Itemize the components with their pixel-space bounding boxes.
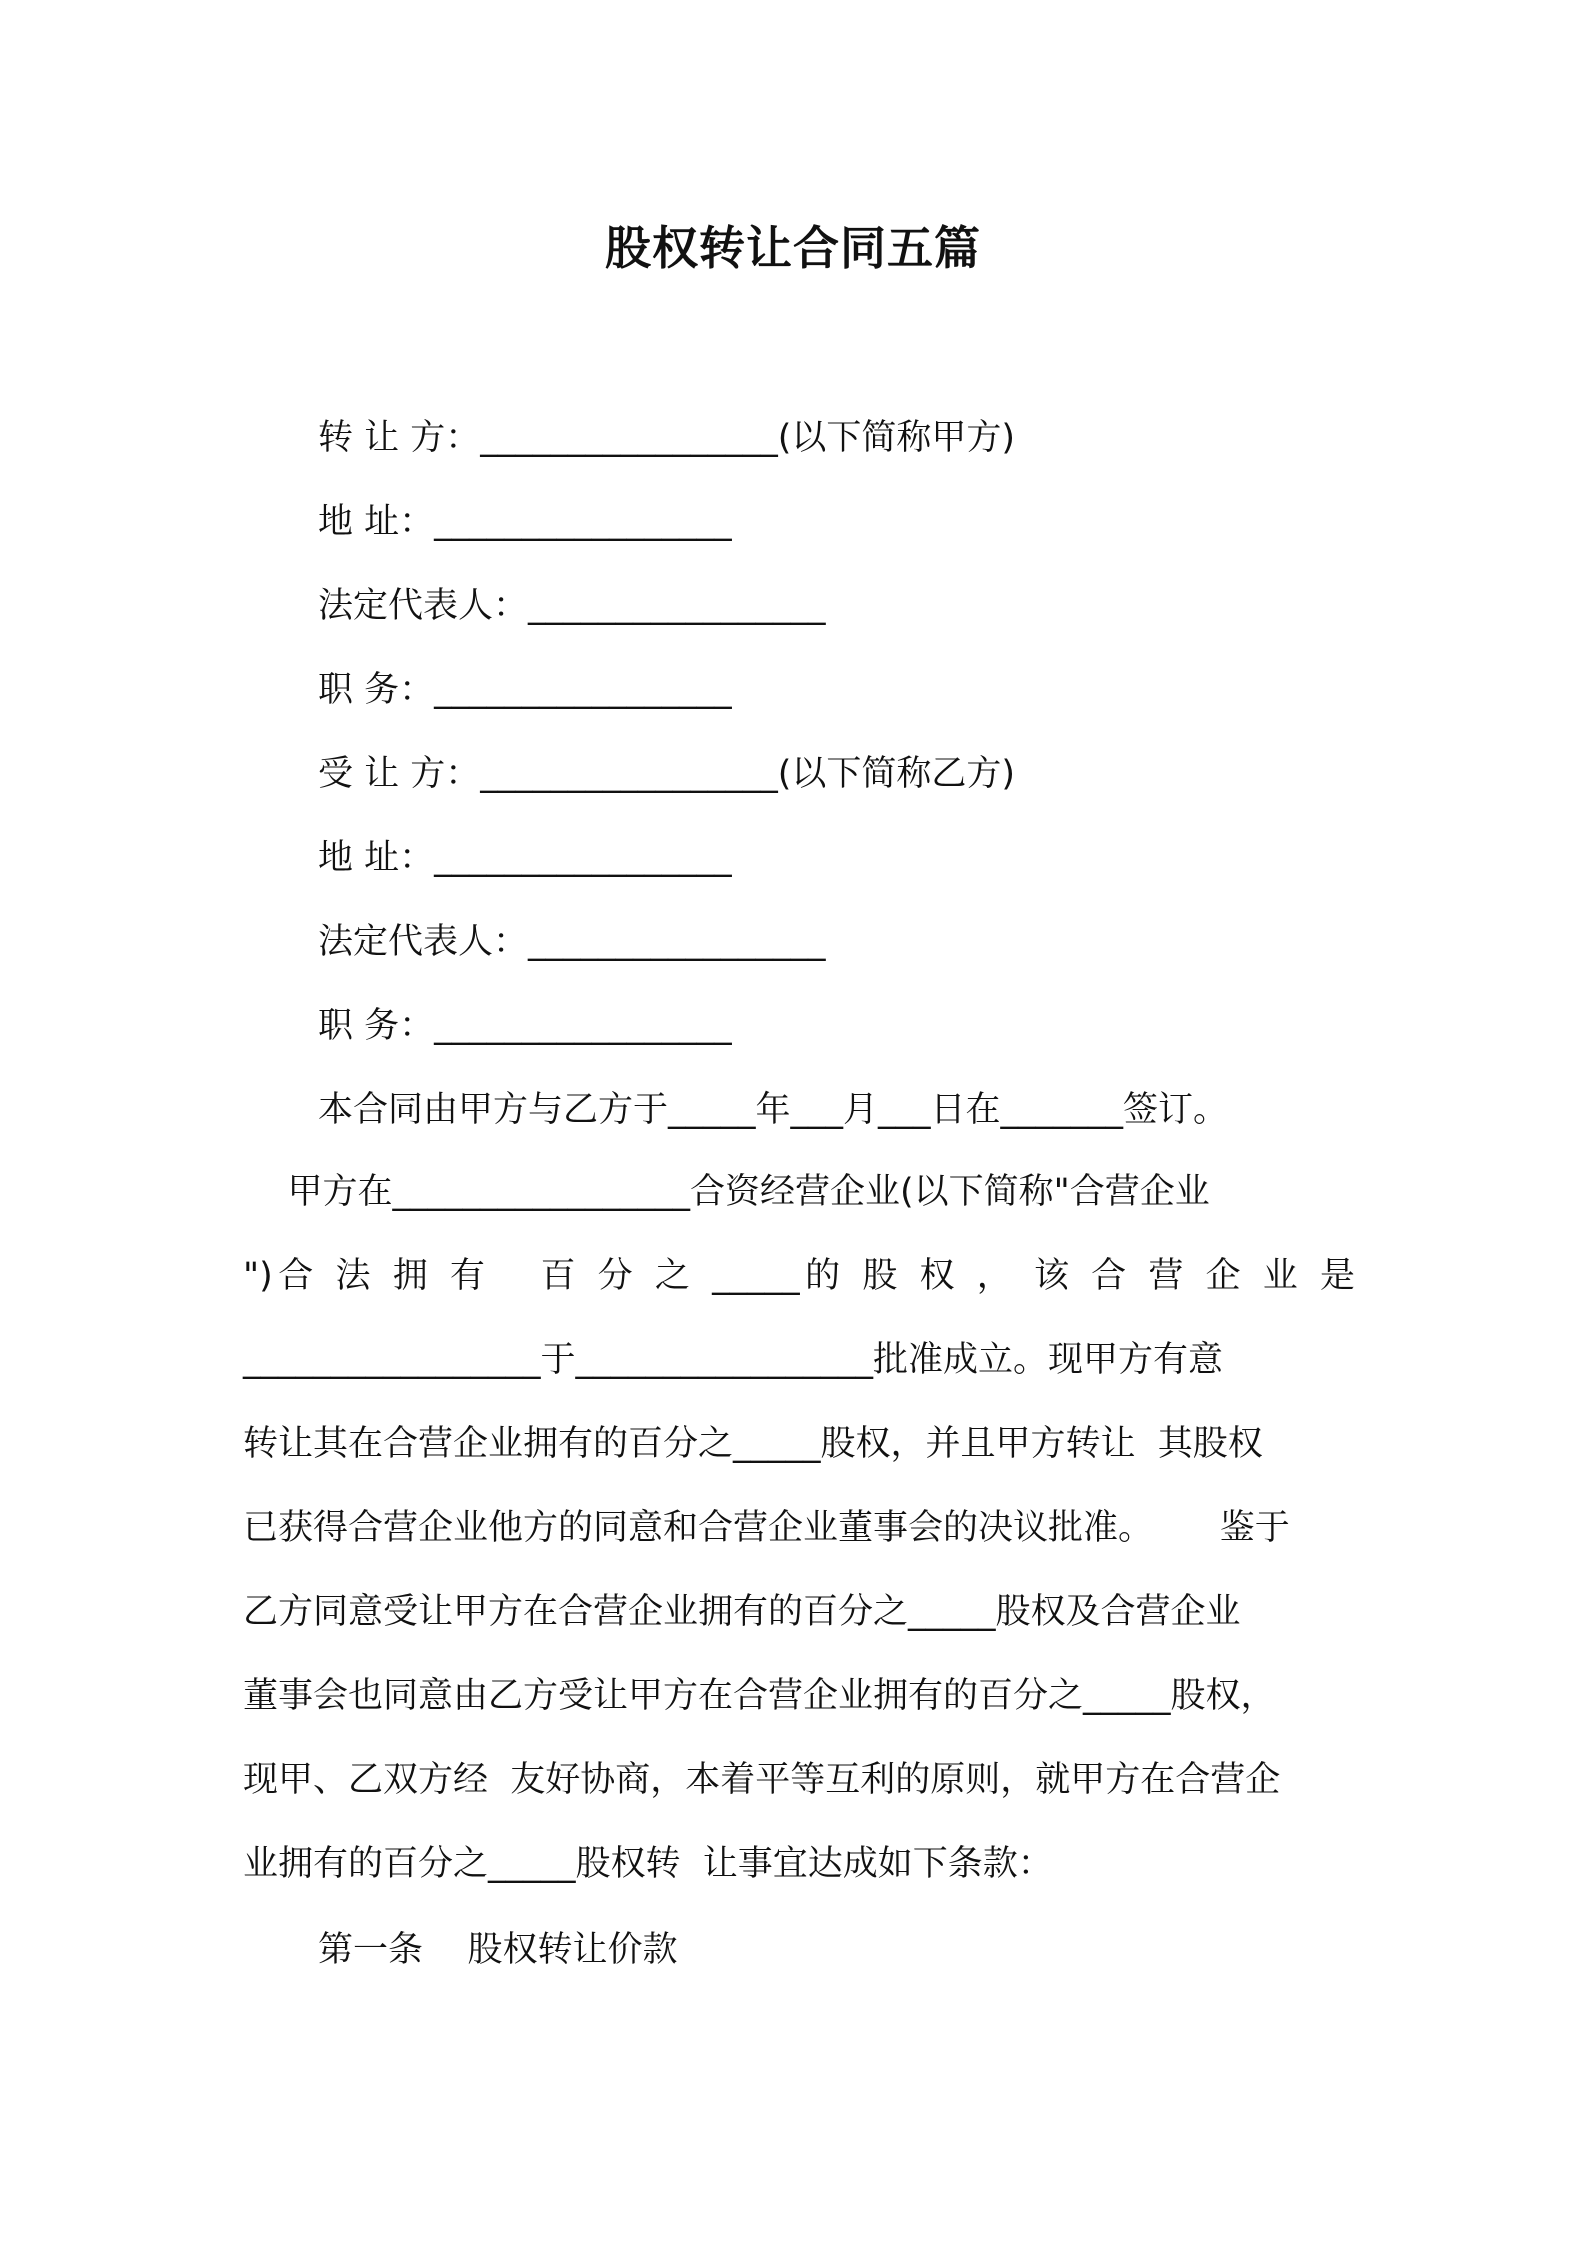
paragraph-line: 董事会也同意由乙方受让甲方在合营企业拥有的百分之_____股权，	[243, 1676, 1276, 1716]
paragraph-line: 乙方同意受让甲方在合营企业拥有的百分之_____股权及合营企业	[243, 1592, 1241, 1632]
transferee-position-field: 职 务：_________________	[318, 1006, 732, 1046]
article-heading: 第一条 股权转让价款	[318, 1930, 678, 1970]
transferor-field: 转 让 方：_________________(以下简称甲方)	[318, 418, 1016, 458]
paragraph-line: 转让其在合营企业拥有的百分之_____股权，并且甲方转让 其股权	[243, 1424, 1263, 1464]
transferor-address-field: 地 址：_________________	[318, 502, 732, 542]
transferee-field: 受 让 方：_________________(以下简称乙方)	[318, 754, 1016, 794]
paragraph-line: ")合 法 拥 有 百 分 之 _____的 股 权 ， 该 合 营 企 业 是	[243, 1256, 1355, 1296]
paragraph-line: 甲方在_________________合资经营企业(以下简称"合营企业	[243, 1172, 1210, 1212]
transferor-position-field: 职 务：_________________	[318, 670, 732, 710]
paragraph-line: 业拥有的百分之_____股权转 让事宜达成如下条款：	[243, 1844, 1053, 1884]
transferor-legal-rep-field: 法定代表人：_________________	[318, 586, 826, 626]
preamble-paragraph	[243, 1150, 1355, 1906]
signing-line: 本合同由甲方与乙方于_____年___月___日在_______签订。	[318, 1090, 1229, 1130]
document-title: 股权转让合同五篇	[605, 221, 981, 275]
paragraph-line: _________________于_________________批准成立。现甲方有意	[243, 1340, 1224, 1380]
transferee-legal-rep-field: 法定代表人：_________________	[318, 922, 826, 962]
paragraph-line: 现甲、乙双方经 友好协商，本着平等互利的原则，就甲方在合营企	[243, 1760, 1281, 1800]
paragraph-line: 已获得合营企业他方的同意和合营企业董事会的决议批准。 鉴于	[243, 1508, 1290, 1548]
transferee-address-field: 地 址：_________________	[318, 838, 732, 878]
